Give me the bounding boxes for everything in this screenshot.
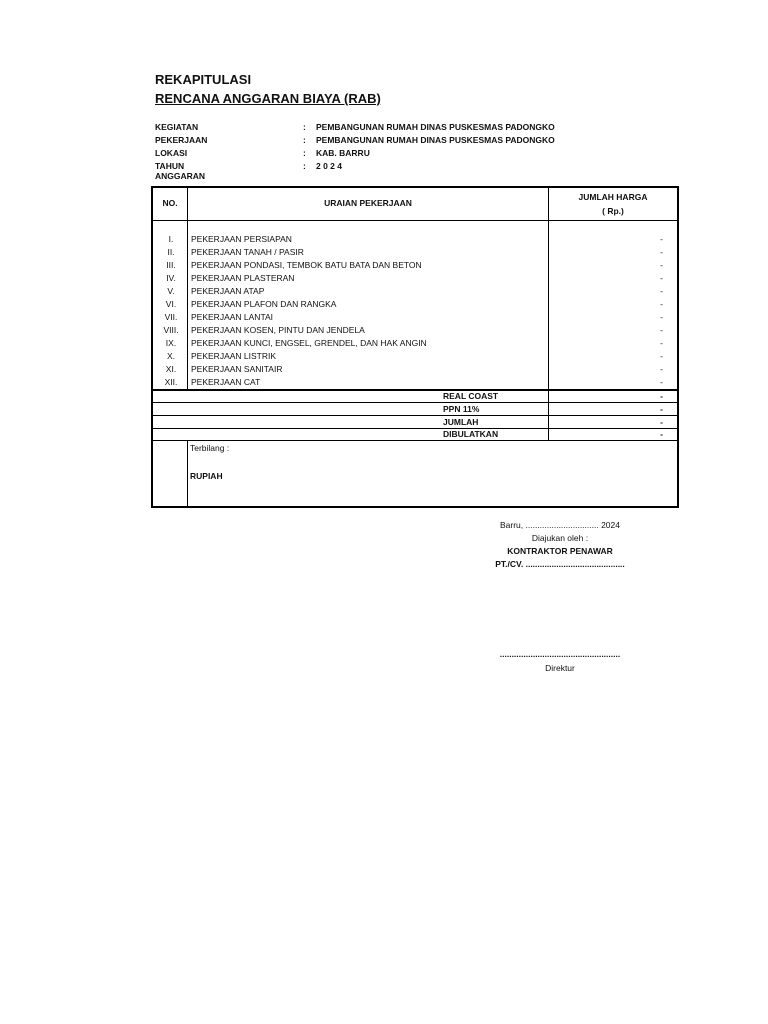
summary-row-line [153,415,677,416]
row-price: - [660,312,663,322]
row-description: PEKERJAAN PLAFON DAN RANGKA [191,299,337,309]
row-price: - [660,364,663,374]
row-number: II. [167,247,175,257]
summary-row-line [153,440,677,441]
header-no: NO. [162,198,178,208]
row-number: III. [166,260,176,270]
row-description: PEKERJAAN LANTAI [191,312,274,322]
row-price: - [660,338,663,348]
signature-submitted-by: Diajukan oleh : [531,533,589,543]
row-number: V. [167,286,175,296]
info-value: KAB. BARRU [316,148,370,158]
info-value: 2 0 2 4 [316,161,342,171]
row-description: PEKERJAAN LISTRIK [191,351,277,361]
info-label: PEKERJAAN [155,135,208,145]
summary-label: REAL COAST [443,391,499,401]
row-description: PEKERJAAN PLASTERAN [191,273,295,283]
rupiah-label: RUPIAH [190,471,223,481]
row-number: VIII. [163,325,179,335]
summary-row-line [153,402,677,403]
summary-label: JUMLAH [443,417,479,427]
row-price: - [660,247,663,257]
row-description: PEKERJAAN CAT [191,377,261,387]
info-colon: : [303,148,306,158]
summary-value: - [660,391,663,401]
terbilang-divider [187,440,188,506]
row-price: - [660,299,663,309]
document-subtitle: RENCANA ANGGARAN BIAYA (RAB) [155,91,381,106]
summary-value: - [660,417,663,427]
row-number: XI. [165,364,177,374]
row-number: IV. [166,273,176,283]
signature-place-date: Barru, ............................... 2024 [500,520,620,530]
row-price: - [660,377,663,387]
row-price: - [660,325,663,335]
info-colon: : [303,161,306,171]
info-label: KEGIATAN [155,122,199,132]
row-number: IX. [165,338,177,348]
row-price: - [660,260,663,270]
header-price-line1: JUMLAH HARGA [578,192,648,202]
row-description: PEKERJAAN PONDASI, TEMBOK BATU BATA DAN BETON [191,260,422,270]
header-price-line2: ( Rp.) [602,206,624,216]
row-description: PEKERJAAN ATAP [191,286,265,296]
row-price: - [660,273,663,283]
info-value: PEMBANGUNAN RUMAH DINAS PUSKESMAS PADONGKO [316,135,555,145]
row-number: VII. [164,312,178,322]
row-description: PEKERJAAN TANAH / PASIR [191,247,304,257]
info-colon: : [303,135,306,145]
row-number: X. [166,351,176,361]
summary-value: - [660,429,663,439]
row-description: PEKERJAAN KUNCI, ENGSEL, GRENDEL, DAN HAK ANGIN [191,338,427,348]
summary-value: - [660,404,663,414]
row-number: I. [168,234,174,244]
row-description: PEKERJAAN KOSEN, PINTU DAN JENDELA [191,325,365,335]
row-price: - [660,234,663,244]
info-colon: : [303,122,306,132]
row-description: PEKERJAAN SANITAIR [191,364,283,374]
terbilang-label: Terbilang : [190,443,230,453]
row-number: VI. [165,299,177,309]
info-label: TAHUN ANGGARAN [155,161,206,181]
info-label: LOKASI [155,148,188,158]
signature-company: PT./CV. .......................................... [495,559,625,569]
row-number: XII. [164,377,178,387]
summary-divider [153,389,677,391]
summary-label: PPN 11% [443,404,480,414]
row-price: - [660,351,663,361]
signature-name-line: ................................................... [499,649,621,659]
row-description: PEKERJAAN PERSIAPAN [191,234,292,244]
header-divider [153,220,677,221]
row-price: - [660,286,663,296]
signature-position: Direktur [545,663,575,673]
signature-role: KONTRAKTOR PENAWAR [507,546,613,556]
summary-label: DIBULATKAN [443,429,499,439]
info-value: PEMBANGUNAN RUMAH DINAS PUSKESMAS PADONGKO [316,122,555,132]
document-title: REKAPITULASI [155,72,252,87]
summary-row-line [153,428,677,429]
rab-table [151,186,679,508]
header-description: URAIAN PEKERJAAN [324,198,412,208]
